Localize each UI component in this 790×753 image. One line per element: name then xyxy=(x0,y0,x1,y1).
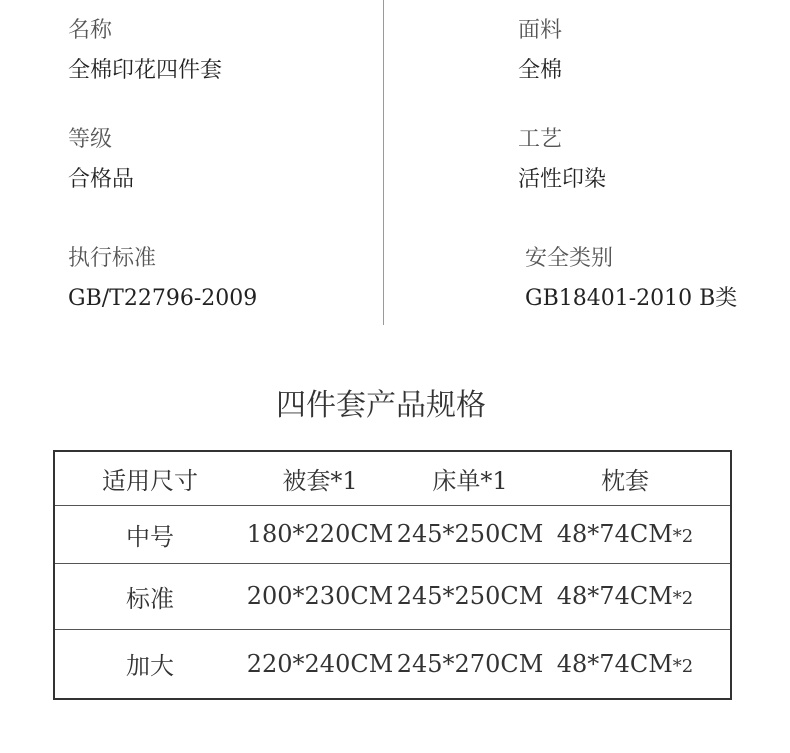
cell-pillow xyxy=(550,582,700,610)
attr-label: 等级 xyxy=(68,127,113,152)
attr-value: GB18401-2010 B类 xyxy=(525,286,738,311)
header-cell-pillow: 枕套 xyxy=(601,467,649,495)
attr-value: 合格品 xyxy=(68,167,135,192)
cell-pillow-qty: *2 xyxy=(672,526,694,547)
attr-name xyxy=(68,18,222,84)
attr-standard xyxy=(68,246,257,312)
attr-label: 工艺 xyxy=(518,127,563,152)
cell-duvet: 180*220CM xyxy=(246,520,394,548)
cell-size: 加大 xyxy=(126,652,174,680)
cell-duvet: 220*240CM xyxy=(246,649,394,678)
table-row xyxy=(55,629,730,698)
cell-pillow-size: 48*74CM xyxy=(556,520,673,548)
header-cell-sheet: 床单*1 xyxy=(432,467,508,495)
spec-title: 四件套产品规格 xyxy=(276,388,486,423)
attr-value: GB/T22796-2009 xyxy=(68,286,258,311)
attr-value: 全棉 xyxy=(518,58,563,83)
cell-size: 标准 xyxy=(126,584,174,613)
cell-sheet: 245*250CM xyxy=(396,520,544,548)
attr-value: 全棉印花四件套 xyxy=(68,58,223,83)
header-cell-duvet: 被套*1 xyxy=(282,467,358,495)
spec-table xyxy=(53,450,732,700)
attr-grade xyxy=(68,127,134,193)
cell-pillow-qty: *2 xyxy=(672,655,694,677)
attr-process xyxy=(518,127,606,193)
cell-sheet: 245*270CM xyxy=(396,649,544,678)
cell-pillow-size: 48*74CM xyxy=(556,649,673,678)
table-row xyxy=(55,563,730,629)
attr-value: 活性印染 xyxy=(518,167,607,192)
attr-fabric xyxy=(518,18,562,84)
cell-size: 中号 xyxy=(126,522,174,551)
table-row xyxy=(55,505,730,563)
cell-pillow xyxy=(550,520,700,548)
header-cell-size: 适用尺寸 xyxy=(102,467,198,495)
cell-pillow-qty: *2 xyxy=(672,588,694,609)
cell-duvet: 200*230CM xyxy=(246,582,394,610)
table-header-row xyxy=(55,452,730,505)
column-divider xyxy=(383,0,384,325)
attr-label: 面料 xyxy=(518,18,563,43)
cell-pillow-size: 48*74CM xyxy=(556,582,673,610)
attr-label: 安全类别 xyxy=(525,246,614,271)
attr-safety xyxy=(525,246,737,312)
attr-label: 执行标准 xyxy=(68,246,157,271)
cell-pillow xyxy=(550,650,700,678)
cell-sheet: 245*250CM xyxy=(396,582,544,610)
attr-label: 名称 xyxy=(68,18,113,43)
